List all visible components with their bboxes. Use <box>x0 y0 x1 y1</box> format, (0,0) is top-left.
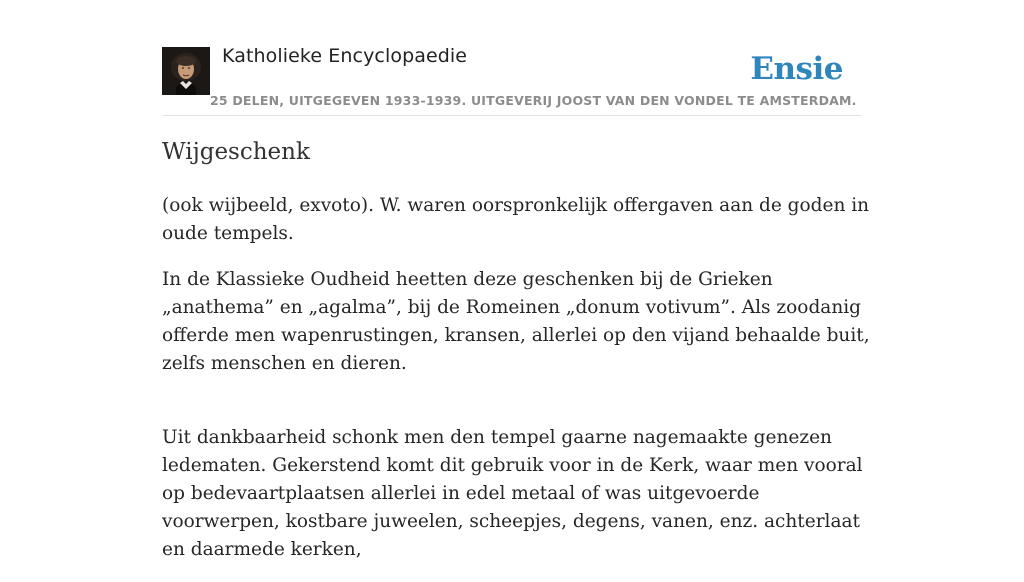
article-paragraph: In de Klassieke Oudheid heetten deze geschenken bij de Grieken „anathema” en „agalma”, bij de Romeinen „donum votivum”. Als zoodanig offerde men wapenrustingen, kransen, allerlei op den vijand behaalde buit, zelfs menschen en dieren. <box>162 269 870 374</box>
content-container <box>162 0 870 560</box>
article-paragraph: Uit dankbaarheid schonk men den tempel gaarne nagemaakte genezen ledematen. Gekerstend komt dit gebruik voor in de Kerk, waar men vooral op bedevaartplaatsen allerlei in edel metaal of was uitgevoerde voorwerpen, kostbare juweelen, scheepjes, degens, vanen, enz. achterlaat en daarmede kerken, <box>162 427 863 560</box>
portrait-icon <box>162 47 210 95</box>
source-header <box>162 0 862 116</box>
article-title: Wijgeschenk <box>162 139 310 165</box>
article-paragraph: (ook wijbeeld, exvoto). W. waren oorspronkelijk offergaven aan de goden in oude tempels. <box>162 195 870 244</box>
article-body <box>162 192 872 582</box>
brand-logo[interactable]: Ensie <box>750 51 843 87</box>
avatar[interactable] <box>162 47 210 95</box>
source-meta: 25 DELEN, UITGEGEVEN 1933-1939. UITGEVERIJ JOOST VAN DEN VONDEL TE AMSTERDAM. <box>210 93 857 108</box>
source-title[interactable]: Katholieke Encyclopaedie <box>222 45 468 67</box>
paragraph-spacer <box>162 396 872 424</box>
